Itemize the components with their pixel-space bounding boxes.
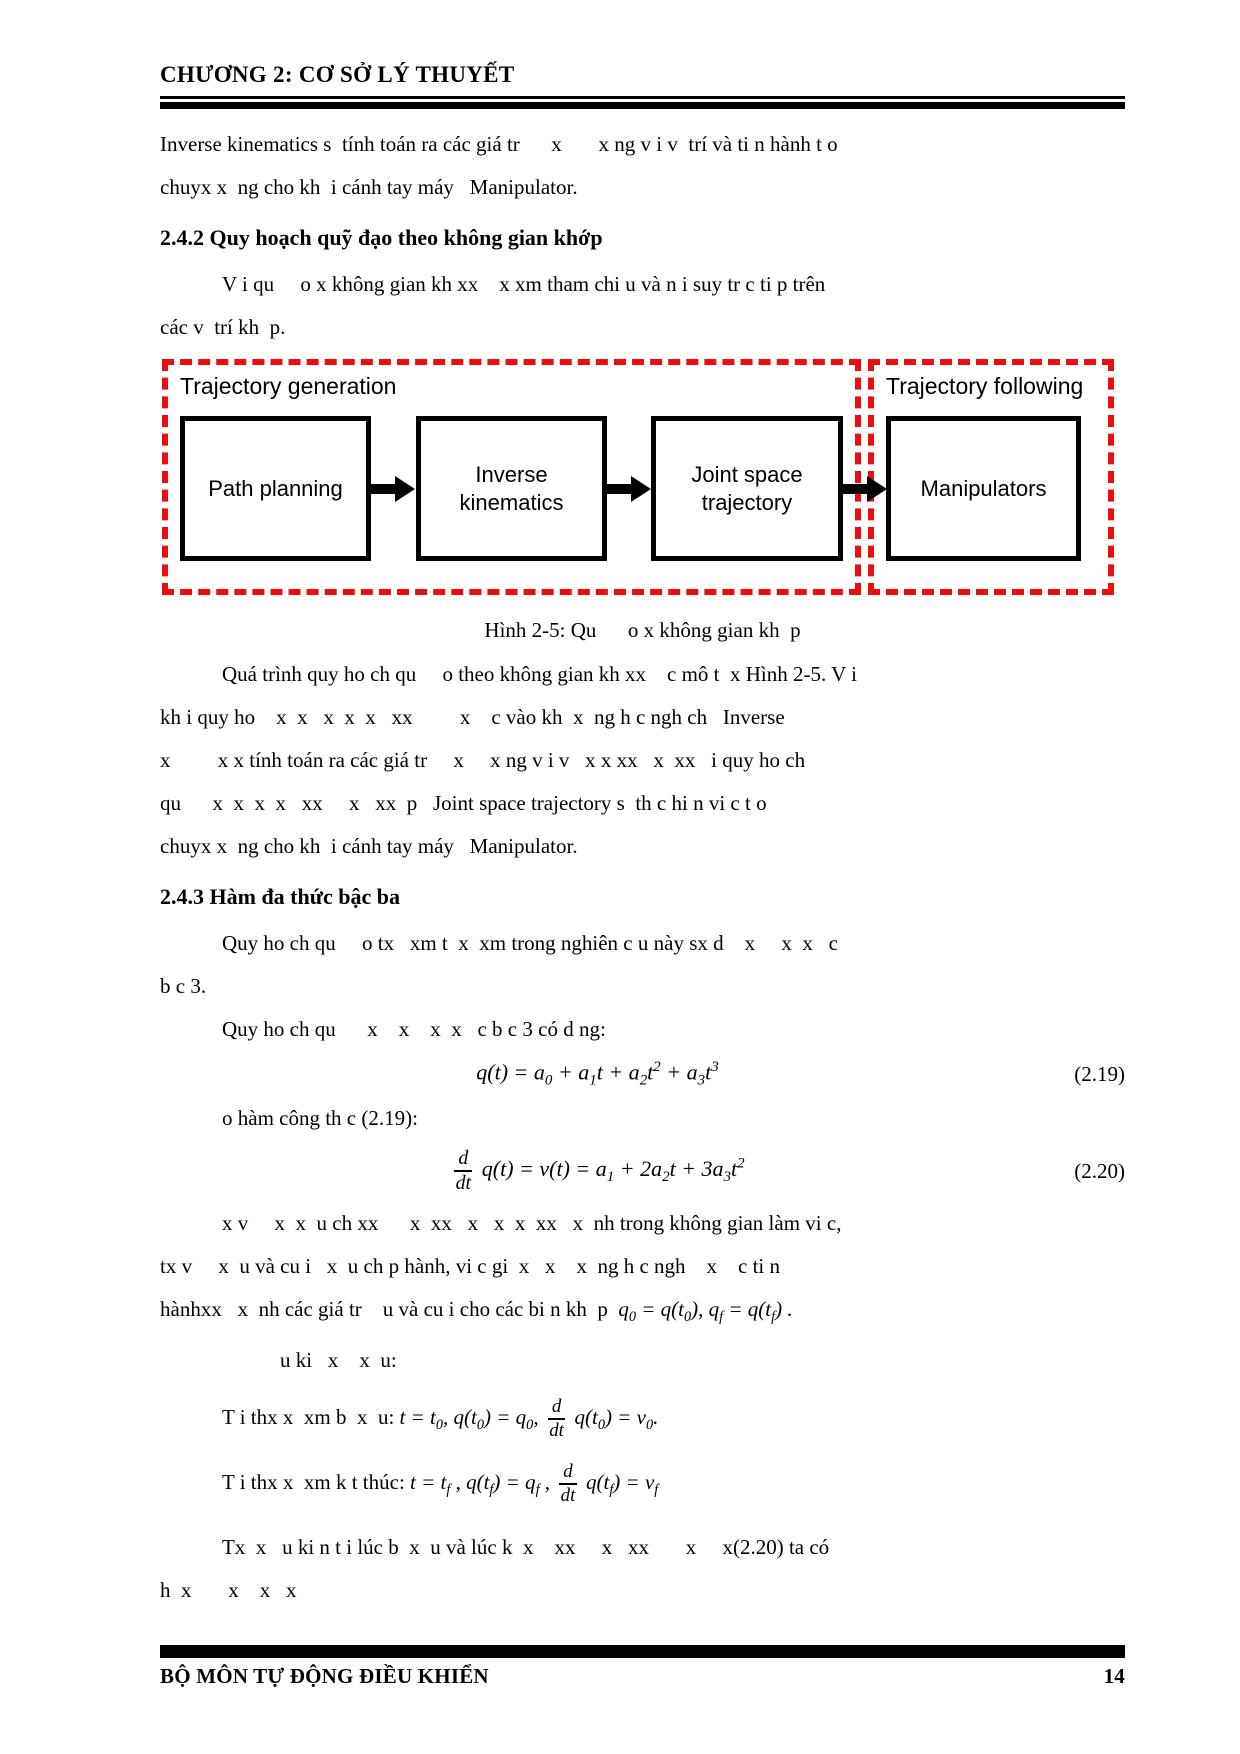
page-header (160, 62, 1125, 109)
inline-formula-joint-limits: $q_0 = q(t_0)$, $q_f = q(t_f)$ . (618, 1296, 793, 1325)
trajectory-generation-label: Trajectory generation (180, 373, 397, 399)
paragraph-line: x x x tính toán ra các giá tr x x ng v i v x x xx x xx i quy ho ch (160, 748, 806, 772)
figure-joint-space-diagram (162, 359, 1114, 599)
start-condition-line (160, 1396, 1125, 1447)
flow-arrow-icon (603, 476, 651, 502)
paragraph-line: x v x x u ch xx x xx x x x xx x nh trong không gian làm vi c, (222, 1210, 842, 1235)
box-path-planning-label: Path planning (208, 475, 343, 501)
paragraph-line: V i qu o x không gian kh xx x xm tham chi u và n i suy tr c ti p trên (222, 272, 826, 296)
header-rule (160, 96, 1125, 109)
box-path-planning (180, 416, 371, 561)
paragraph-line: u ki x x u: (280, 1347, 397, 1372)
equation-220-number: (2.20) (1074, 1158, 1125, 1183)
paragraph-line: chuyx x ng cho kh i cánh tay máy Manipulator. (160, 834, 578, 858)
inline-formula-start-condition: $t = t_0$, $q(t_0) = q_0$, $\frac{d}{dt}$ $q(t_0) = v_0$. (399, 1396, 659, 1442)
paragraph-line: tx v x u và cu i x u ch p hành, vi c gi x x x ng h c ngh x c ti n (160, 1253, 781, 1278)
equation-220 (160, 1148, 1125, 1194)
paragraph-line-text: hànhxx x nh các giá tr u và cu i cho các bi n kh p (160, 1296, 619, 1321)
paragraph-line: Quy ho ch qu o tx xm t x xm trong nghiên c u này sx d x x x c (222, 931, 838, 955)
paragraph-line: h x x x x (160, 1577, 297, 1602)
paragraph-line: các v trí kh p. (160, 315, 286, 339)
footer-rule (160, 1645, 1125, 1658)
figure-caption: Hình 2-5: Qu o x không gian kh p (484, 618, 801, 642)
start-condition-label: T i thx x xm b x u: (222, 1404, 400, 1429)
flow-arrow-icon (367, 476, 415, 502)
page-footer (160, 1645, 1125, 1689)
footer-page-number: 14 (1103, 1664, 1125, 1688)
header-rule-thin (160, 96, 1125, 99)
box-manipulators (886, 416, 1081, 561)
section-heading-242: 2.4.2 Quy hoạch quỹ đạo theo không gian khớp (160, 225, 603, 250)
paragraph-line: qu x x x x xx x xx p Joint space trajectory s th c hi n vi c t o (160, 791, 767, 815)
paragraph-line: Tx x u ki n t i lúc b x u và lúc k x xx x xx x x(2.20) ta có (222, 1534, 830, 1559)
end-condition-label: T i thx x xm k t thúc: (222, 1469, 411, 1494)
flow-arrow-icon (839, 476, 887, 502)
paragraph-line: Inverse kinematics s tính toán ra các giá tr x x ng v i v trí và ti n hành t o (160, 132, 838, 156)
equation-219-formula: $q(t) = a_0 + a_1t + a_2t^2 + a_3t^3$ (476, 1059, 719, 1089)
trajectory-following-label: Trajectory following (886, 373, 1084, 399)
inline-formula-end-condition: $t = t_f$ , $q(t_f) = q_f$ , $\frac{d}{dt}$ $q(t_f) = v_f$ (410, 1461, 659, 1507)
chapter-title: CHƯƠNG 2: CƠ SỞ LÝ THUYẾT (160, 62, 515, 87)
box-inverse-kinematics-label: Inverse kinematics (459, 462, 564, 515)
box-joint-space-trajectory-label: Joint space trajectory (691, 462, 803, 515)
header-rule-thick (160, 102, 1125, 109)
paragraph-line: o hàm công th c (2.19): (222, 1106, 418, 1131)
section-heading-243: 2.4.3 Hàm đa thức bậc ba (160, 884, 400, 909)
paragraph-line: kh i quy ho x x x x x xx x c vào kh x ng h c ngh ch Inverse (160, 705, 785, 729)
equation-219 (160, 1059, 1125, 1089)
box-manipulators-label: Manipulators (920, 475, 1047, 501)
paragraph-line: Quy ho ch qu x x x x c b c 3 có d ng: (222, 1017, 606, 1041)
equation-220-formula: $\frac{d}{dt}$ $q(t) = v(t) = a_1 + 2a_2t + 3a_3t^2$ (455, 1147, 745, 1195)
paragraph-line: Quá trình quy ho ch qu o theo không gian kh xx c mô t x Hình 2-5. V i (222, 662, 858, 686)
box-joint-space-trajectory (651, 416, 843, 561)
paragraph-line: chuyx x ng cho kh i cánh tay máy Manipulator. (160, 175, 578, 199)
box-inverse-kinematics (416, 416, 607, 561)
end-condition-line (160, 1461, 1125, 1512)
paragraph-line: b c 3. (160, 974, 207, 998)
equation-219-number: (2.19) (1074, 1061, 1125, 1086)
paragraph-line (160, 1288, 1125, 1339)
footer-department: BỘ MÔN TỰ ĐỘNG ĐIỀU KHIỂN (160, 1664, 489, 1688)
